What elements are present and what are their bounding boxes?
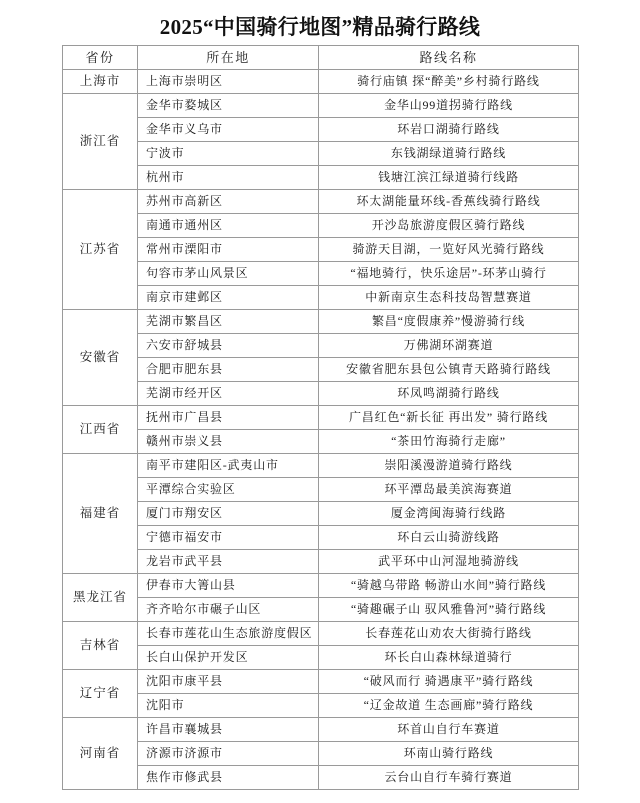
location-cell: 合肥市肥东县 xyxy=(138,358,319,382)
table-row xyxy=(63,478,579,502)
table-row xyxy=(63,742,579,766)
route-cell: 厦金湾闽海骑行线路 xyxy=(319,502,579,526)
location-cell: 金华市婺城区 xyxy=(138,94,319,118)
route-cell: 环首山自行车赛道 xyxy=(319,718,579,742)
location-cell: 厦门市翔安区 xyxy=(138,502,319,526)
province-cell: 江苏省 xyxy=(63,190,138,310)
province-cell: 福建省 xyxy=(63,454,138,574)
table-row xyxy=(63,286,579,310)
table-row xyxy=(63,670,579,694)
route-cell: “茶田竹海骑行走廊” xyxy=(319,430,579,454)
location-cell: 常州市溧阳市 xyxy=(138,238,319,262)
location-cell: 伊春市大箐山县 xyxy=(138,574,319,598)
route-cell: 钱塘江滨江绿道骑行线路 xyxy=(319,166,579,190)
route-cell: 环凤鸣湖骑行路线 xyxy=(319,382,579,406)
document-title: 2025“中国骑行地图”精品骑行路线 xyxy=(159,15,481,39)
province-cell: 上海市 xyxy=(63,70,138,94)
table-row xyxy=(63,598,579,622)
header-route: 路线名称 xyxy=(319,46,579,70)
location-cell: 许昌市襄城县 xyxy=(138,718,319,742)
route-cell: 万佛湖环湖赛道 xyxy=(319,334,579,358)
table-row xyxy=(63,214,579,238)
location-cell: 金华市义乌市 xyxy=(138,118,319,142)
location-cell: 齐齐哈尔市碾子山区 xyxy=(138,598,319,622)
province-cell: 黑龙江省 xyxy=(63,574,138,622)
route-cell: 金华山99道拐骑行路线 xyxy=(319,94,579,118)
route-cell: 云台山自行车骑行赛道 xyxy=(319,766,579,790)
table-row xyxy=(63,334,579,358)
table-row xyxy=(63,550,579,574)
header-row xyxy=(63,46,579,70)
province-cell: 江西省 xyxy=(63,406,138,454)
location-cell: 宁德市福安市 xyxy=(138,526,319,550)
table-row xyxy=(63,166,579,190)
table-header xyxy=(63,46,579,70)
route-cell: “辽金故道 生态画廊”骑行路线 xyxy=(319,694,579,718)
location-cell: 长春市莲花山生态旅游度假区 xyxy=(138,622,319,646)
route-cell: “福地骑行，快乐途居”-环茅山骑行 xyxy=(319,262,579,286)
location-cell: 杭州市 xyxy=(138,166,319,190)
location-cell: 宁波市 xyxy=(138,142,319,166)
table-row xyxy=(63,766,579,790)
location-cell: 济源市济源市 xyxy=(138,742,319,766)
route-cell: “骑越乌带路 畅游山水间”骑行路线 xyxy=(319,574,579,598)
route-cell: 环太湖能量环线-香蕉线骑行路线 xyxy=(319,190,579,214)
table-row xyxy=(63,262,579,286)
table-row xyxy=(63,622,579,646)
header-location: 所在地 xyxy=(138,46,319,70)
route-cell: 环岩口湖骑行路线 xyxy=(319,118,579,142)
location-cell: 六安市舒城县 xyxy=(138,334,319,358)
route-cell: 武平环中山河湿地骑游线 xyxy=(319,550,579,574)
location-cell: 长白山保护开发区 xyxy=(138,646,319,670)
location-cell: 赣州市崇义县 xyxy=(138,430,319,454)
route-cell: 骑游天目湖，一览好风光骑行路线 xyxy=(319,238,579,262)
table-row xyxy=(63,118,579,142)
route-cell: “破风而行 骑遇康平”骑行路线 xyxy=(319,670,579,694)
province-cell: 浙江省 xyxy=(63,94,138,190)
location-cell: 南京市建邺区 xyxy=(138,286,319,310)
location-cell: 芜湖市繁昌区 xyxy=(138,310,319,334)
route-cell: “骑趣碾子山 驭风雅鲁河”骑行路线 xyxy=(319,598,579,622)
table-row xyxy=(63,430,579,454)
header-province: 省份 xyxy=(63,46,138,70)
route-cell: 崇阳溪漫游道骑行路线 xyxy=(319,454,579,478)
location-cell: 南平市建阳区-武夷山市 xyxy=(138,454,319,478)
route-cell: 安徽省肥东县包公镇青天路骑行路线 xyxy=(319,358,579,382)
route-cell: 开沙岛旅游度假区骑行路线 xyxy=(319,214,579,238)
route-cell: 中新南京生态科技岛智慧赛道 xyxy=(319,286,579,310)
location-cell: 沈阳市康平县 xyxy=(138,670,319,694)
table-row xyxy=(63,646,579,670)
table-body xyxy=(63,70,579,790)
table-row xyxy=(63,454,579,478)
location-cell: 上海市崇明区 xyxy=(138,70,319,94)
province-cell: 河南省 xyxy=(63,718,138,790)
location-cell: 南通市通州区 xyxy=(138,214,319,238)
route-cell: 环白云山骑游线路 xyxy=(319,526,579,550)
location-cell: 平潭综合实验区 xyxy=(138,478,319,502)
table-row xyxy=(63,406,579,430)
location-cell: 抚州市广昌县 xyxy=(138,406,319,430)
table-row xyxy=(63,94,579,118)
route-cell: 东钱湖绿道骑行路线 xyxy=(319,142,579,166)
table-row xyxy=(63,526,579,550)
province-cell: 辽宁省 xyxy=(63,670,138,718)
table-row xyxy=(63,142,579,166)
route-table xyxy=(62,45,579,790)
route-cell: 繁昌“度假康养”慢游骑行线 xyxy=(319,310,579,334)
table-row xyxy=(63,190,579,214)
table-row xyxy=(63,358,579,382)
table-row xyxy=(63,70,579,94)
location-cell: 龙岩市武平县 xyxy=(138,550,319,574)
route-cell: 骑行庙镇 探“醉美”乡村骑行路线 xyxy=(319,70,579,94)
route-cell: 长春莲花山劝农大街骑行路线 xyxy=(319,622,579,646)
location-cell: 沈阳市 xyxy=(138,694,319,718)
route-cell: 环平潭岛最美滨海赛道 xyxy=(319,478,579,502)
route-cell: 环长白山森林绿道骑行 xyxy=(319,646,579,670)
table-row xyxy=(63,502,579,526)
table-row xyxy=(63,574,579,598)
province-cell: 安徽省 xyxy=(63,310,138,406)
location-cell: 芜湖市经开区 xyxy=(138,382,319,406)
route-cell: 环南山骑行路线 xyxy=(319,742,579,766)
table-row xyxy=(63,694,579,718)
table-row xyxy=(63,382,579,406)
table-row xyxy=(63,310,579,334)
location-cell: 焦作市修武县 xyxy=(138,766,319,790)
route-cell: 广昌红色“新长征 再出发” 骑行路线 xyxy=(319,406,579,430)
table-row xyxy=(63,238,579,262)
location-cell: 句容市茅山风景区 xyxy=(138,262,319,286)
location-cell: 苏州市高新区 xyxy=(138,190,319,214)
table-row xyxy=(63,718,579,742)
province-cell: 吉林省 xyxy=(63,622,138,670)
